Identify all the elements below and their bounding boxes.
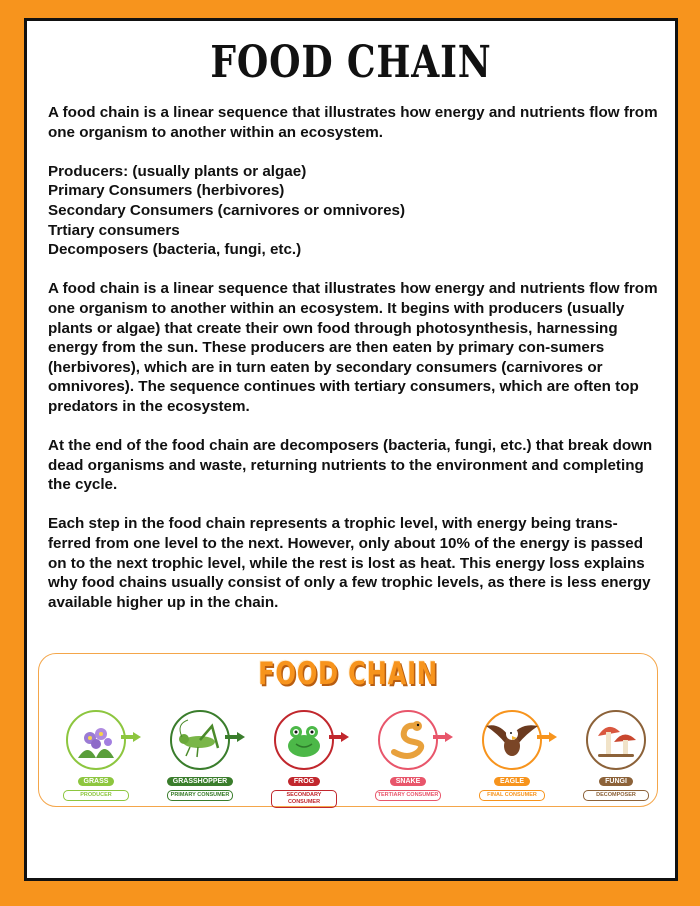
stage-circle xyxy=(482,710,542,770)
stage-role: SECONDARY CONSUMER xyxy=(271,790,337,808)
stage-role: PRIMARY CONSUMER xyxy=(167,790,233,801)
snake-icon xyxy=(380,712,436,768)
arrow-icon xyxy=(121,732,141,742)
stage-circle xyxy=(170,710,230,770)
stage-circle xyxy=(586,710,646,770)
stage-name: EAGLE xyxy=(494,777,530,786)
stage-grass xyxy=(53,710,139,801)
mushroom-icon xyxy=(588,712,644,768)
list-item: Decomposers (bacteria, fungi, etc.) xyxy=(48,241,302,259)
stage-name: SNAKE xyxy=(390,777,427,786)
intro-paragraph: A food chain is a linear sequence that illustrates how energy and nutrients flow from one organism to another within an ecosystem. xyxy=(48,104,658,141)
body-paragraph-3: Each step in the food chain represents a trophic level, with energy being trans-ferred from one level to the next. However, only about 10% of the energy is passed on to the next trophic level, while the rest is lost as heat. This energy loss explains why food chains usually consist of only a few trophic levels, as there is less energy available higher up in the chain. xyxy=(48,515,651,611)
trophic-list xyxy=(48,162,658,260)
food-chain-infographic xyxy=(38,653,658,807)
grasshopper-icon xyxy=(172,712,228,768)
stage-eagle xyxy=(469,710,555,801)
list-item: Primary Consumers (herbivores) xyxy=(48,182,285,200)
stage-frog xyxy=(261,710,347,808)
stage-role: TERTIARY CONSUMER xyxy=(375,790,441,801)
stage-name: FUNGI xyxy=(599,777,633,786)
body-paragraph-2: At the end of the food chain are decomposers (bacteria, fungi, etc.) that break down dead organisms and waste, returning nutrients to the environment and completing the cycle. xyxy=(48,437,653,494)
stage-circle xyxy=(66,710,126,770)
list-item: Trtiary consumers xyxy=(48,221,180,239)
page-body xyxy=(48,103,658,632)
arrow-icon xyxy=(433,732,453,742)
stage-fungi xyxy=(573,710,659,801)
stage-circle xyxy=(274,710,334,770)
stage-snake xyxy=(365,710,451,801)
stage-circle xyxy=(378,710,438,770)
arrow-icon xyxy=(225,732,245,742)
stage-role: PRODUCER xyxy=(63,790,129,801)
stage-role: FINAL CONSUMER xyxy=(479,790,545,801)
stage-name: GRASS xyxy=(78,777,115,786)
body-paragraph-1: A food chain is a linear sequence that illustrates how energy and nutrients flow from one organism to another within an ecosystem. It begins with producers (usually plants or algae) that create their own food through photosynthesis, harnessing energy from the sun. These producers are then eaten by primary con-sumers (herbivores), which are in turn eaten by secondary consumers (carnivores or omnivores). The sequence continues with tertiary consumers, which are often top predators in the ecosystem. xyxy=(48,280,658,415)
page-frame xyxy=(24,18,678,881)
stage-name: GRASSHOPPER xyxy=(167,777,233,786)
page-title: FOOD CHAIN xyxy=(210,37,492,88)
list-item: Secondary Consumers (carnivores or omnivores) xyxy=(48,201,406,219)
infographic-title: FOOD CHAIN xyxy=(258,656,438,692)
flower-icon xyxy=(68,712,124,768)
list-item: Producers: (usually plants or algae) xyxy=(48,162,307,180)
arrow-icon xyxy=(329,732,349,742)
stage-name: FROG xyxy=(288,777,320,786)
eagle-icon xyxy=(484,712,540,768)
arrow-icon xyxy=(537,732,557,742)
stage-grasshopper xyxy=(157,710,243,801)
frog-icon xyxy=(276,712,332,768)
stage-role: DECOMPOSER xyxy=(583,790,649,801)
